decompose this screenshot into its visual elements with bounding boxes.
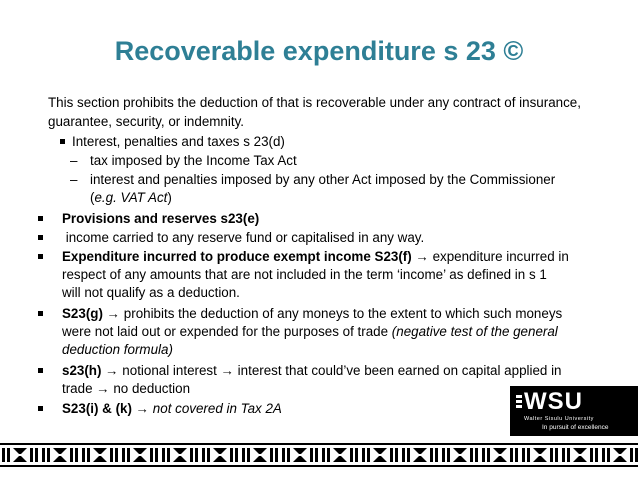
wsu-logo: [510, 386, 638, 436]
dash-icon: –: [70, 153, 78, 168]
logo-subtitle: Walter Sisulu University: [524, 416, 594, 422]
list-item-text-cont: respect of any amounts that are not included in the term ‘income’ as defined in s 1: [62, 267, 547, 282]
slide-title: Recoverable expenditure s 23 ©: [114, 36, 524, 66]
intro-paragraph: This section prohibits the deduction of that is recoverable under any contract of insurance, guarantee, security, or indemnity.: [48, 95, 581, 129]
list-item-text: Interest, penalties and taxes s 23(d): [72, 134, 285, 149]
list-item-text: S23(g) → prohibits the deduction of any moneys to the extent to which such moneys: [62, 306, 563, 321]
list-item-text: S23(i) & (k) → not covered in Tax 2A: [62, 401, 282, 416]
list-item-text: Expenditure incurred to produce exempt income S23(f) → expenditure incurred in: [62, 249, 569, 264]
decorative-border: [0, 440, 638, 470]
list-item-text: income carried to any reserve fund or capitalised in any way.: [62, 230, 425, 245]
list-item-text-cont: will not qualify as a deduction.: [62, 285, 240, 300]
dash-icon: –: [70, 172, 78, 187]
logo-tagline: In pursuit of excellence: [542, 424, 609, 431]
list-item-text: s23(h) → notional interest → interest that could’ve been earned on capital applied in: [62, 363, 562, 378]
list-item-text: tax imposed by the Income Tax Act: [90, 153, 297, 168]
bullet-square-icon: [38, 216, 43, 221]
bullet-square-icon: [38, 254, 43, 259]
list-item-text-cont: deduction formula): [62, 342, 173, 357]
logo-bars-icon: [516, 395, 522, 411]
list-item-text-cont: (e.g. VAT Act): [90, 190, 172, 205]
list-item-text-cont: were not laid out or expended for the purposes of trade (negative test of the general: [62, 324, 558, 339]
list-item-text: Provisions and reserves s23(e): [62, 211, 260, 226]
bullet-square-icon: [60, 139, 65, 144]
bullet-square-icon: [38, 311, 43, 316]
logo-wordmark: WSU: [524, 388, 583, 415]
bullet-square-icon: [38, 235, 43, 240]
bullet-square-icon: [38, 406, 43, 411]
arrow-right-icon: →: [220, 363, 234, 378]
list-item-text: interest and penalties imposed by any other Act imposed by the Commissioner: [90, 172, 556, 187]
bullet-square-icon: [38, 368, 43, 373]
arrow-right-icon: →: [96, 381, 110, 396]
list-item-text-cont: trade → no deduction: [62, 381, 191, 396]
